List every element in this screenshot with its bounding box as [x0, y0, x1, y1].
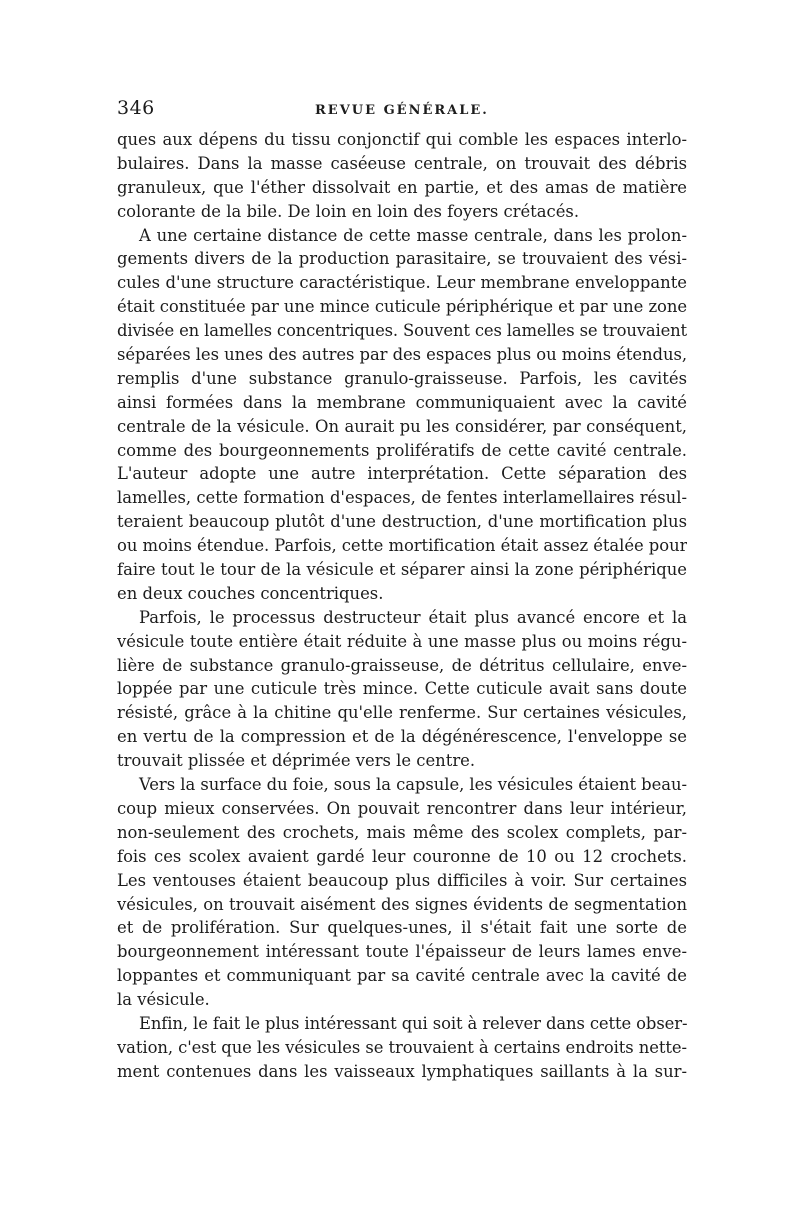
text-line: fois ces scolex avaient gardé leur couronne de 10 ou 12 crochets. [117, 846, 687, 866]
text-line: était constituée par une mince cuticule périphérique et par une zone [117, 297, 687, 317]
body-text [117, 128, 687, 1084]
text-line: divisée en lamelles concentriques. Souvent ces lamelles se trouvaient [117, 321, 687, 341]
text-line: centrale de la vésicule. On aurait pu les considérer, par conséquent, [117, 416, 687, 436]
paragraph [117, 773, 687, 1012]
text-line: L'auteur adopte une autre interprétation. Cette séparation des [117, 464, 687, 484]
page-header [117, 97, 687, 123]
text-line: séparées les unes des autres par des espaces plus ou moins étendus, [117, 345, 687, 365]
paragraph [117, 606, 687, 773]
text-line: loppée par une cuticule très mince. Cette cuticule avait sans doute [117, 679, 687, 699]
text-line: en deux couches concentriques. [117, 583, 384, 603]
text-line: Vers la surface du foie, sous la capsule, les vésicules étaient beau- [139, 775, 687, 795]
text-line: Enfin, le fait le plus intéressant qui soit à relever dans cette obser- [139, 1013, 687, 1033]
text-line: Parfois, le processus destructeur était plus avancé encore et la [139, 607, 687, 627]
text-line: et de prolifération. Sur quelques-unes, il s'était fait une sorte de [117, 918, 687, 938]
text-line: lamelles, cette formation d'espaces, de fentes interlamellaires résul- [117, 488, 687, 508]
text-line: lière de substance granulo-graisseuse, de détritus cellulaire, enve- [117, 655, 687, 675]
text-line: en vertu de la compression et de la dégénérescence, l'enveloppe se [117, 727, 687, 747]
text-line: ques aux dépens du tissu conjonctif qui comble les espaces interlo- [117, 130, 687, 149]
text-line: faire tout le tour de la vésicule et séparer ainsi la zone périphérique [117, 560, 687, 580]
text-line: coup mieux conservées. On pouvait rencontrer dans leur intérieur, [117, 798, 687, 818]
text-line: ainsi formées dans la membrane communiquaient avec la cavité [117, 392, 687, 412]
text-line: remplis d'une substance granulo-graisseuse. Parfois, les cavités [117, 368, 687, 388]
text-line: ou moins étendue. Parfois, cette mortification était assez étalée pour [117, 536, 687, 556]
text-line: gements divers de la production parasitaire, se trouvaient des vési- [117, 249, 687, 269]
text-line: bulaires. Dans la masse caséeuse centrale, on trouvait des débris [117, 153, 687, 173]
text-line: non-seulement des crochets, mais même des scolex complets, par- [117, 822, 687, 842]
text-line: colorante de la bile. De loin en loin des foyers crétacés. [117, 201, 580, 221]
text-line: teraient beaucoup plutôt d'une destruction, d'une mortification plus [117, 512, 687, 532]
text-line: résisté, grâce à la chitine qu'elle renferme. Sur certaines vésicules, [117, 703, 687, 723]
paragraph [117, 224, 687, 606]
text-line: vésicule toute entière était réduite à une masse plus ou moins régu- [117, 631, 687, 651]
text-line: loppantes et communiquant par sa cavité centrale avec la cavité de [117, 966, 687, 986]
text-line: vésicules, on trouvait aisément des signes évidents de segmentation [117, 894, 687, 914]
paragraph [117, 128, 687, 224]
text-line: vation, c'est que les vésicules se trouvaient à certains endroits nette- [117, 1037, 687, 1057]
text-line: A une certaine distance de cette masse centrale, dans les prolon- [139, 225, 687, 245]
paragraph [117, 1012, 687, 1084]
page-number: 346 [117, 97, 155, 119]
text-line: ment contenues dans les vaisseaux lymphatiques saillants à la sur- [117, 1061, 687, 1081]
text-line: trouvait plissée et déprimée vers le centre. [117, 751, 476, 771]
text-line: la vésicule. [117, 990, 210, 1010]
text-line: cules d'une structure caractéristique. Leur membrane enveloppante [117, 273, 687, 293]
text-line: comme des bourgeonnements prolifératifs de cette cavité centrale. [117, 440, 687, 460]
running-title: REVUE GÉNÉRALE. [315, 103, 489, 118]
text-line: Les ventouses étaient beaucoup plus difficiles à voir. Sur certaines [117, 870, 687, 890]
text-line: granuleux, que l'éther dissolvait en partie, et des amas de matière [117, 177, 687, 197]
text-line: bourgeonnement intéressant toute l'épaisseur de leurs lames enve- [117, 942, 687, 962]
